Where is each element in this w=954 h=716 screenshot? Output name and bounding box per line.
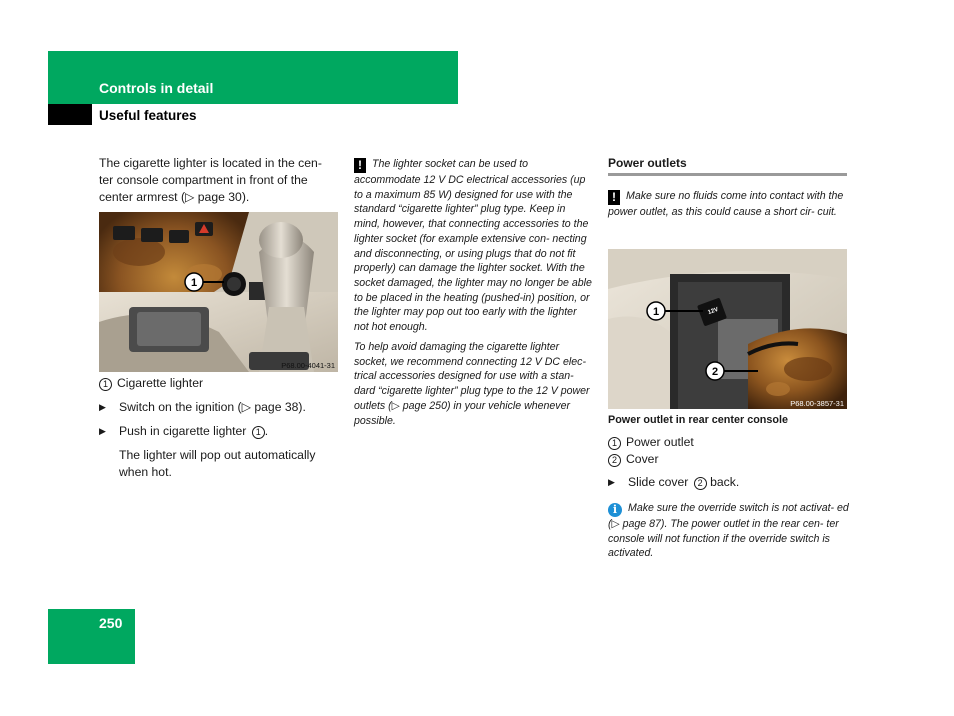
step-result: The lighter will pop out automatically when hot.	[119, 448, 316, 479]
exclamation-icon: !	[354, 158, 366, 173]
lighter-legend	[99, 375, 339, 392]
step-text: Slide cover 2 back.	[628, 475, 740, 489]
exclamation-icon: !	[608, 190, 620, 205]
lighter-recommendation: To help avoid damaging the cigarette lighter socket, we recommend connecting 12 V DC elec- trical accessories designed for use with a stan- dard “cigarette lighter” plug type to the 12 V power outlets (▷ page 250) in your vehicle whenever possible.	[354, 341, 590, 427]
override-info-note	[608, 501, 850, 561]
heading-rule	[608, 173, 847, 176]
section-subtitle: Useful features	[99, 108, 197, 123]
info-text: Make sure the override switch is not activat- ed (▷ page 87). The power outlet in the rear cen- ter console will not function if the override switch is activated.	[608, 502, 849, 560]
warning-text: The lighter socket can be used to accommodate 12 V DC electrical accessories (up to a maximum 85 W) designed for use with the standard “cigarette lighter” plug type. Keep in mind, however, that connecting accessories to the lighter socket (for example extensive con- necting and disconnecting, or using plugs that do not fit properly) can damage the lighter socket. With the socket damaged, the lighter may no longer be able to be placed in the heating (pushed-in) position, or the lighter may pop out too early with the lighter not hot enough.	[354, 158, 592, 334]
legend-number: 2	[608, 454, 621, 467]
power-outlets-heading: Power outlets	[608, 156, 687, 170]
ref-number: 2	[694, 477, 707, 490]
step-push-lighter	[99, 423, 339, 440]
header-tab-marker	[48, 104, 92, 125]
cigarette-lighter-photo	[99, 212, 338, 372]
legend-text: Cigarette lighter	[117, 376, 204, 390]
section-title: Controls in detail	[99, 80, 214, 96]
legend-number: 1	[608, 437, 621, 450]
power-outlet-photo	[608, 249, 847, 409]
photo2-callout-2: 2	[711, 366, 719, 378]
legend-text: Cover	[626, 452, 659, 466]
lighter-warning	[354, 157, 594, 335]
legend-text: Power outlet	[626, 435, 694, 449]
page-number: 250	[99, 615, 123, 631]
intro-paragraph: The cigarette lighter is located in the cen- ter console compartment in front of the center armrest (▷ page 30).	[99, 156, 322, 204]
photo-caption: Power outlet in rear center console	[608, 414, 788, 426]
step-text: Push in cigarette lighter 1 .	[119, 424, 269, 438]
outlet-legend-1	[608, 434, 848, 451]
outlet-legend-2	[608, 451, 848, 468]
photo2-callout-1: 1	[652, 306, 660, 318]
ref-number: 1	[252, 426, 265, 439]
step-switch-ignition	[99, 399, 339, 416]
photo1-callout-1: 1	[190, 277, 198, 289]
outlet-12v-label: 12V	[707, 306, 720, 317]
legend-number: 1	[99, 378, 112, 391]
photo2-code: P68.00-3857-31	[790, 399, 844, 408]
info-icon: i	[608, 503, 622, 517]
photo1-code: P68.00-4041-31	[281, 361, 335, 370]
warning-text: Make sure no fluids come into contact with the power outlet, as this could cause a short cir- cuit.	[608, 190, 844, 218]
bullet-triangle-icon: ▶	[99, 426, 106, 436]
bullet-triangle-icon: ▶	[99, 402, 106, 412]
bullet-triangle-icon: ▶	[608, 477, 615, 487]
outlet-warning	[608, 189, 850, 220]
step-text: Switch on the ignition (▷ page 38).	[119, 400, 306, 414]
step-slide-cover	[608, 474, 848, 491]
header-bar	[48, 51, 458, 104]
